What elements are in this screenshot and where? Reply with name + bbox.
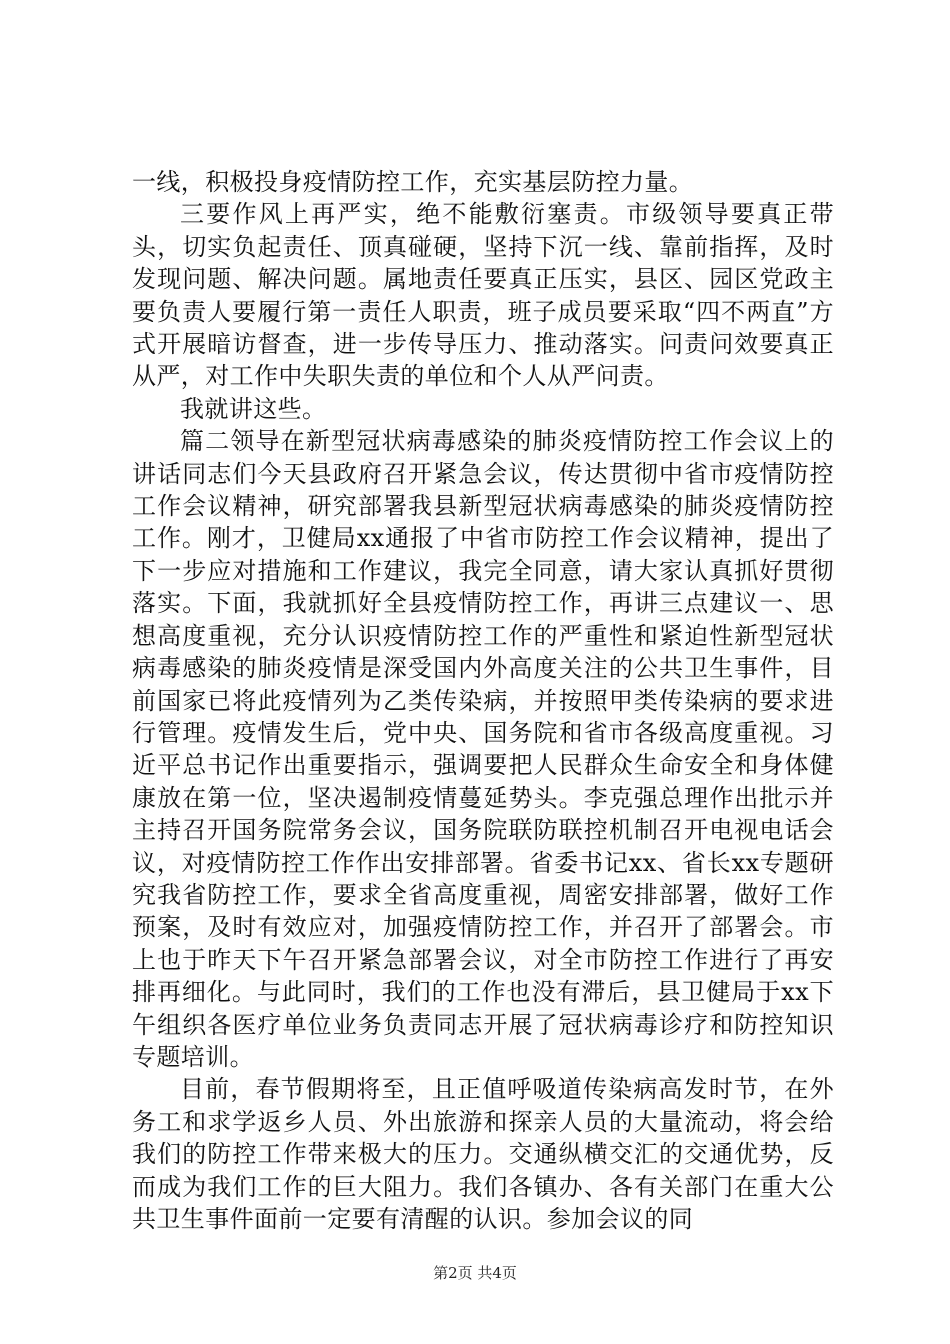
- page-footer: 第2页 共4页: [433, 1264, 517, 1282]
- paragraph-1: 一线，积极投身疫情防控工作，充实基层防控力量。: [132, 168, 694, 196]
- paragraph-2: 三要作风上再严实，绝不能敷衍塞责。市级领导要真正带头，切实负起责任、顶真碰硬，坚持下沉一线、靠前指挥，及时发现问题、解决问题。属地责任要真正压实，县区、园区党政主要负责人要履行第一责任人职责，班子成员要采取“四不两直”方式开展暗访督查，进一步传导压力、推动落实。问责问效要真正从严，对工作中失职失责的单位和个人从严问责。: [132, 200, 834, 391]
- document-body: [132, 166, 834, 1235]
- paragraph-4: 篇二领导在新型冠状病毒感染的肺炎疫情防控工作会议上的讲话同志们今天县政府召开紧急会议，传达贯彻中省市疫情防控工作会议精神，研究部署我县新型冠状病毒感染的肺炎疫情防控工作。刚才，卫健局xx通报了中省市防控工作会议精神，提出了下一步应对措施和工作建议，我完全同意，请大家认真抓好贯彻落实。下面，我就抓好全县疫情防控工作，再讲三点建议一、思想高度重视，充分认识疫情防控工作的严重性和紧迫性新型冠状病毒感染的肺炎疫情是深受国内外高度关注的公共卫生事件，目前国家已将此疫情列为乙类传染病，并按照甲类传染病的要求进行管理。疫情发生后，党中央、国务院和省市各级高度重视。习近平总书记作出重要指示，强调要把人民群众生命安全和身体健康放在第一位，坚决遏制疫情蔓延势头。李克强总理作出批示并主持召开国务院常务会议，国务院联防联控机制召开电视电话会议，对疫情防控工作作出安排部署。省委书记xx、省长xx专题研究我省防控工作，要求全省高度重视，周密安排部署，做好工作预案，及时有效应对，加强疫情防控工作，并召开了部署会。市上也于昨天下午召开紧急部署会议，对全市防控工作进行了再安排再细化。与此同时，我们的工作也没有滞后，县卫健局于xx下午组织各医疗单位业务负责同志开展了冠状病毒诊疗和防控知识专题培训。: [132, 427, 834, 1071]
- paragraph-5: 目前，春节假期将至，且正值呼吸道传染病高发时节，在外务工和求学返乡人员、外出旅游和探亲人员的大量流动，将会给我们的防控工作带来极大的压力。交通纵横交汇的交通优势，反而成为我们工作的巨大阻力。我们各镇办、各有关部门在重大公共卫生事件面前一定要有清醒的认识。参加会议的同: [132, 1075, 834, 1233]
- paragraph-3: 我就讲这些。: [180, 394, 327, 423]
